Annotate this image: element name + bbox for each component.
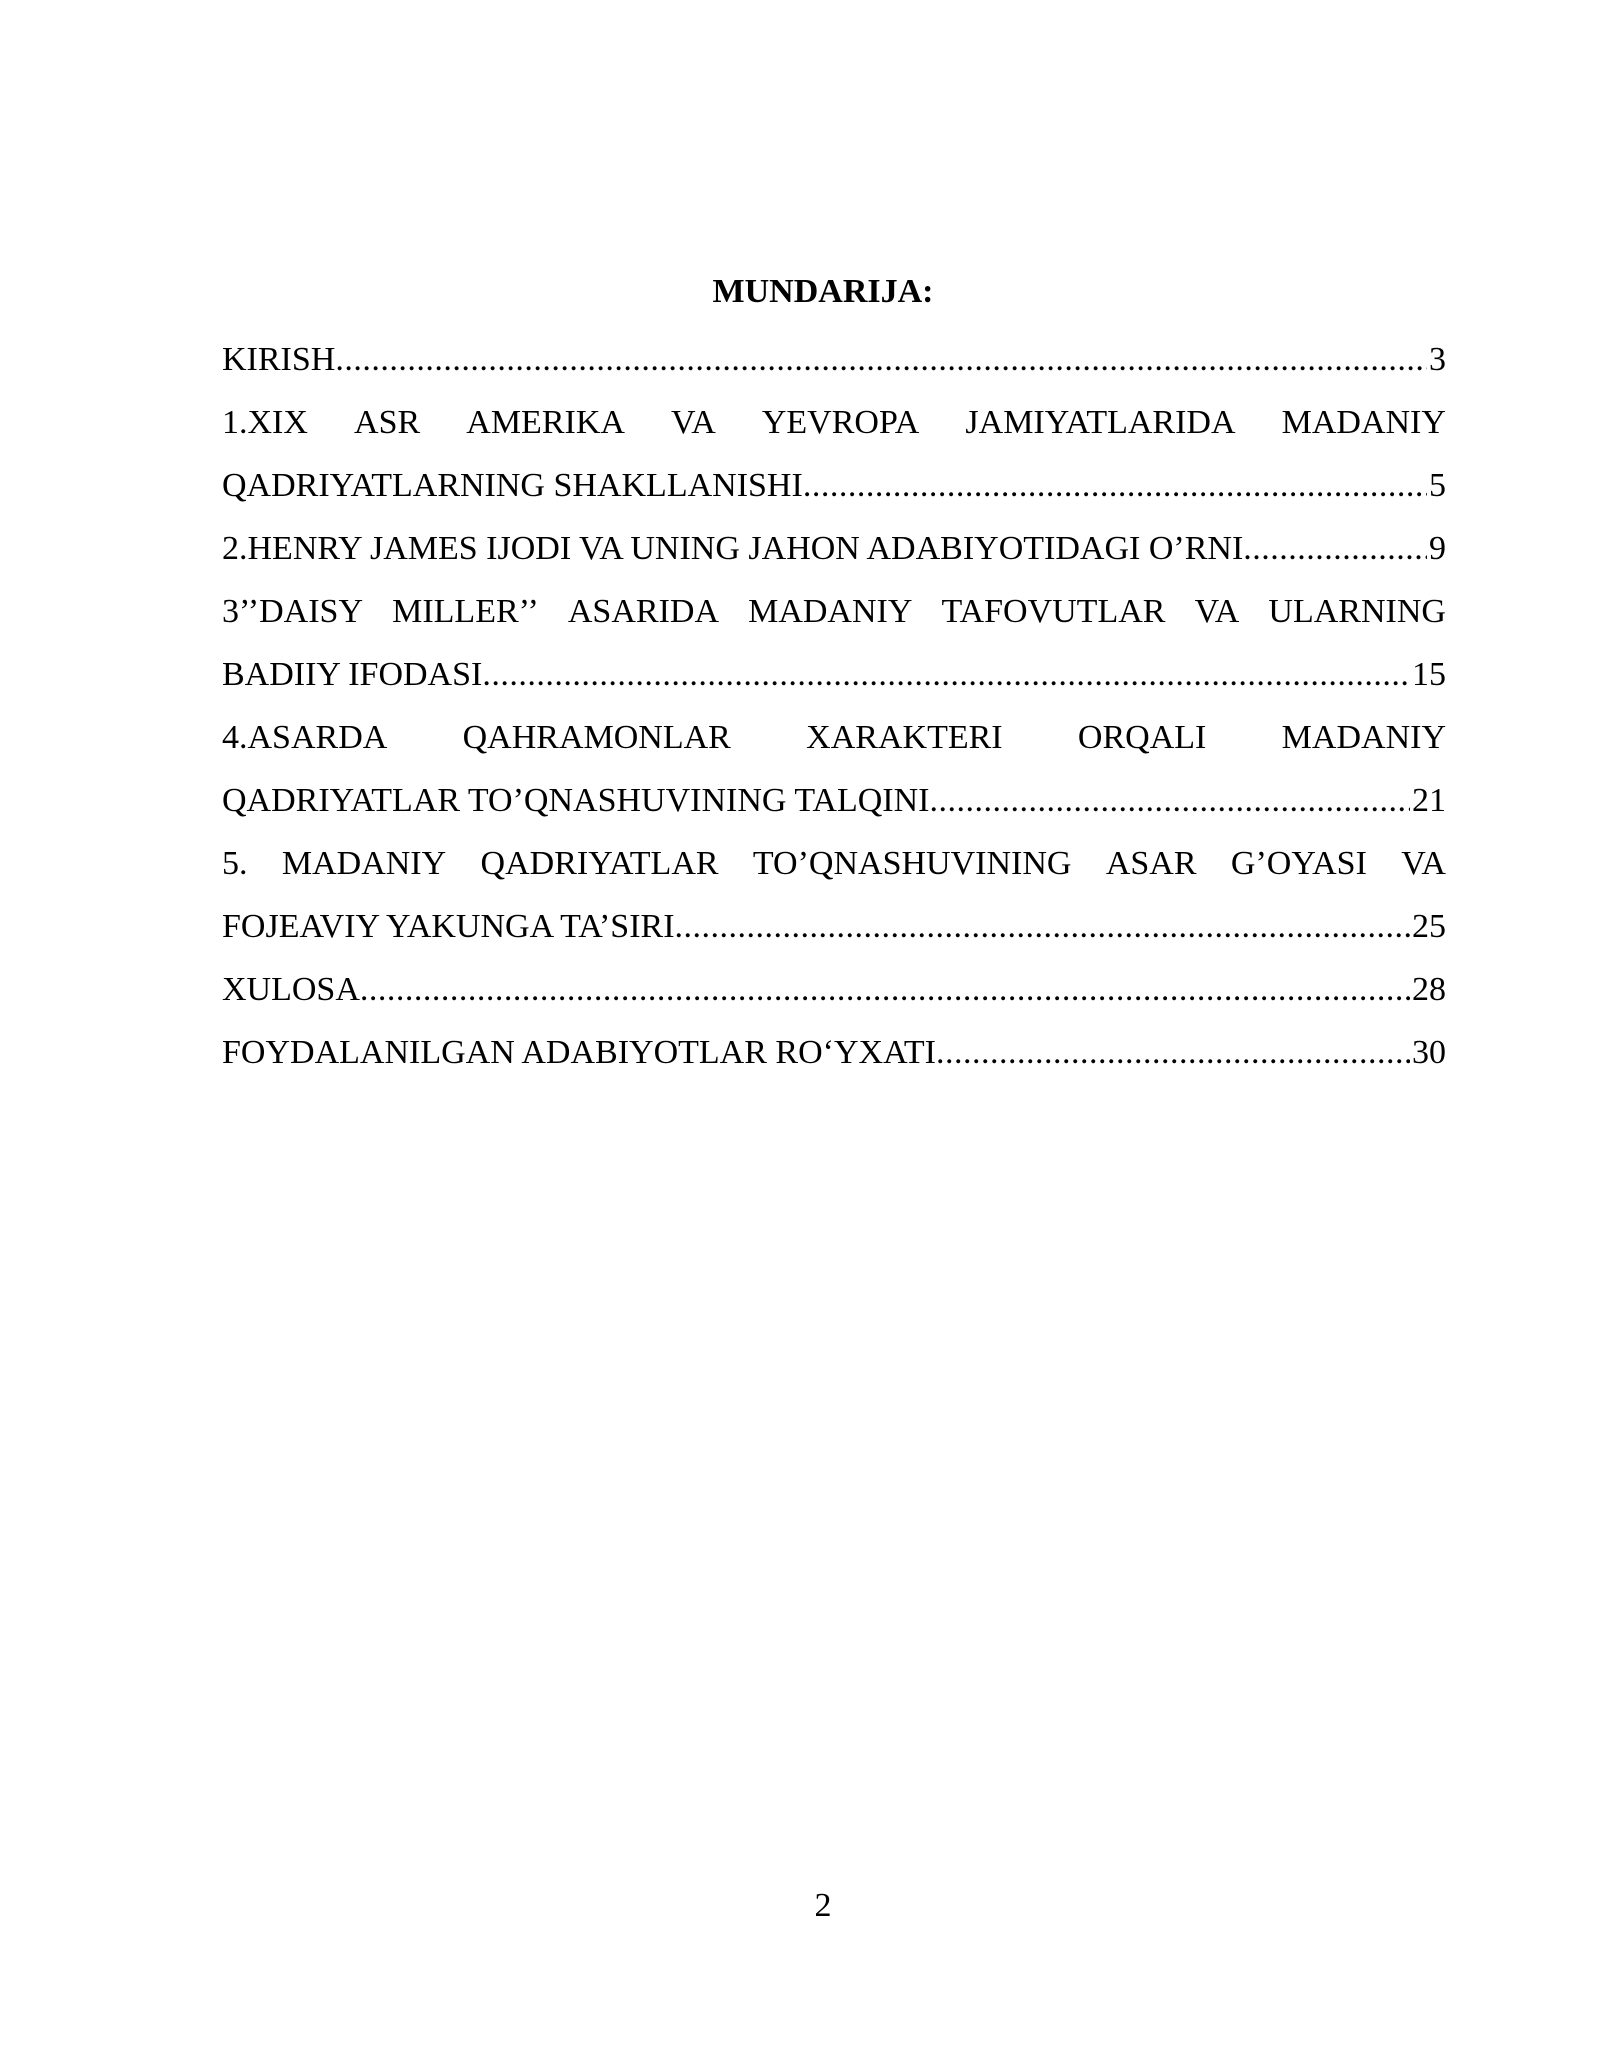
toc-word: YEVROPA [761,404,920,441]
toc-entry-page: 3 [1429,341,1446,378]
toc-word: TO’QNASHUVINING [752,845,1072,882]
toc-entry-line-2[interactable] [222,643,1446,706]
toc-word: VA [1194,593,1240,630]
toc-entry-label: FOJEAVIY YAKUNGA TA’SIRI [222,908,675,945]
toc-word: QADRIYATLAR [480,845,719,882]
toc-entry-label: BADIIY IFODASI [222,656,483,693]
toc-entry-page: 5 [1429,467,1446,504]
toc-entry-label: KIRISH [222,341,336,378]
table-of-contents [222,328,1446,1084]
toc-entry-bibliography[interactable] [222,1021,1446,1084]
toc-word: ASAR [1105,845,1197,882]
dot-leader [360,958,1410,1021]
toc-entry-line-2[interactable] [222,895,1446,958]
toc-title: MUNDARIJA: [712,273,934,310]
toc-entry-line-1[interactable] [222,391,1446,454]
toc-word: G’OYASI [1230,845,1367,882]
toc-entry-kirish[interactable] [222,328,1446,391]
toc-word: MILLER’’ [392,593,539,630]
toc-entry-page: 28 [1412,971,1446,1008]
toc-entry-henry-james[interactable] [222,517,1446,580]
toc-word: MADANIY [748,593,913,630]
toc-entry-xulosa[interactable] [222,958,1446,1021]
toc-word: 5. [222,845,248,882]
toc-entry-line-1[interactable] [222,580,1446,643]
dot-leader [803,454,1427,517]
toc-word: ORQALI [1077,719,1207,756]
toc-entry-label: QADRIYATLARNING SHAKLLANISHI [222,467,803,504]
toc-entry-line-1[interactable] [222,706,1446,769]
toc-word: ASARIDA [567,593,719,630]
toc-entry-line-1[interactable] [222,832,1446,895]
toc-entry-label: XULOSA [222,971,360,1008]
toc-word: QAHRAMONLAR [462,719,731,756]
toc-word: ULARNING [1268,593,1446,630]
toc-entry-label: 2.HENRY JAMES IJODI VA UNING JAHON ADABIYOTIDAGI O’RNI [222,530,1244,567]
toc-word: 3’’DAISY [222,593,364,630]
toc-entry-label: FOYDALANILGAN ADABIYOTLAR RO‘YXATI [222,1034,936,1071]
toc-word: ASR [354,404,421,441]
toc-entry-page: 15 [1412,656,1446,693]
toc-word: AMERIKA [466,404,625,441]
dot-leader [482,643,1410,706]
toc-word: TAFOVUTLAR [941,593,1166,630]
toc-entry-label: QADRIYATLAR TO’QNASHUVINING TALQINI [222,782,930,819]
toc-entry-page: 25 [1412,908,1446,945]
toc-word: VA [671,404,716,441]
toc-word: 4.ASARDA [222,719,388,756]
page-number: 2 [814,1887,832,1924]
toc-word: VA [1401,845,1446,882]
toc-entry-line-2[interactable] [222,769,1446,832]
dot-leader [335,328,1427,391]
dot-leader [936,1021,1410,1084]
toc-word: MADANIY [1281,719,1446,756]
toc-word: MADANIY [1281,404,1446,441]
toc-entry-page: 9 [1429,530,1446,567]
dot-leader [675,895,1410,958]
toc-word: 1.XIX [222,404,308,441]
dot-leader [1243,517,1427,580]
toc-word: XARAKTERI [806,719,1003,756]
toc-entry-page: 30 [1412,1034,1446,1071]
dot-leader [929,769,1410,832]
toc-word: JAMIYATLARIDA [965,404,1236,441]
toc-word: MADANIY [281,845,447,882]
toc-entry-page: 21 [1412,782,1446,819]
toc-entry-line-2[interactable] [222,454,1446,517]
